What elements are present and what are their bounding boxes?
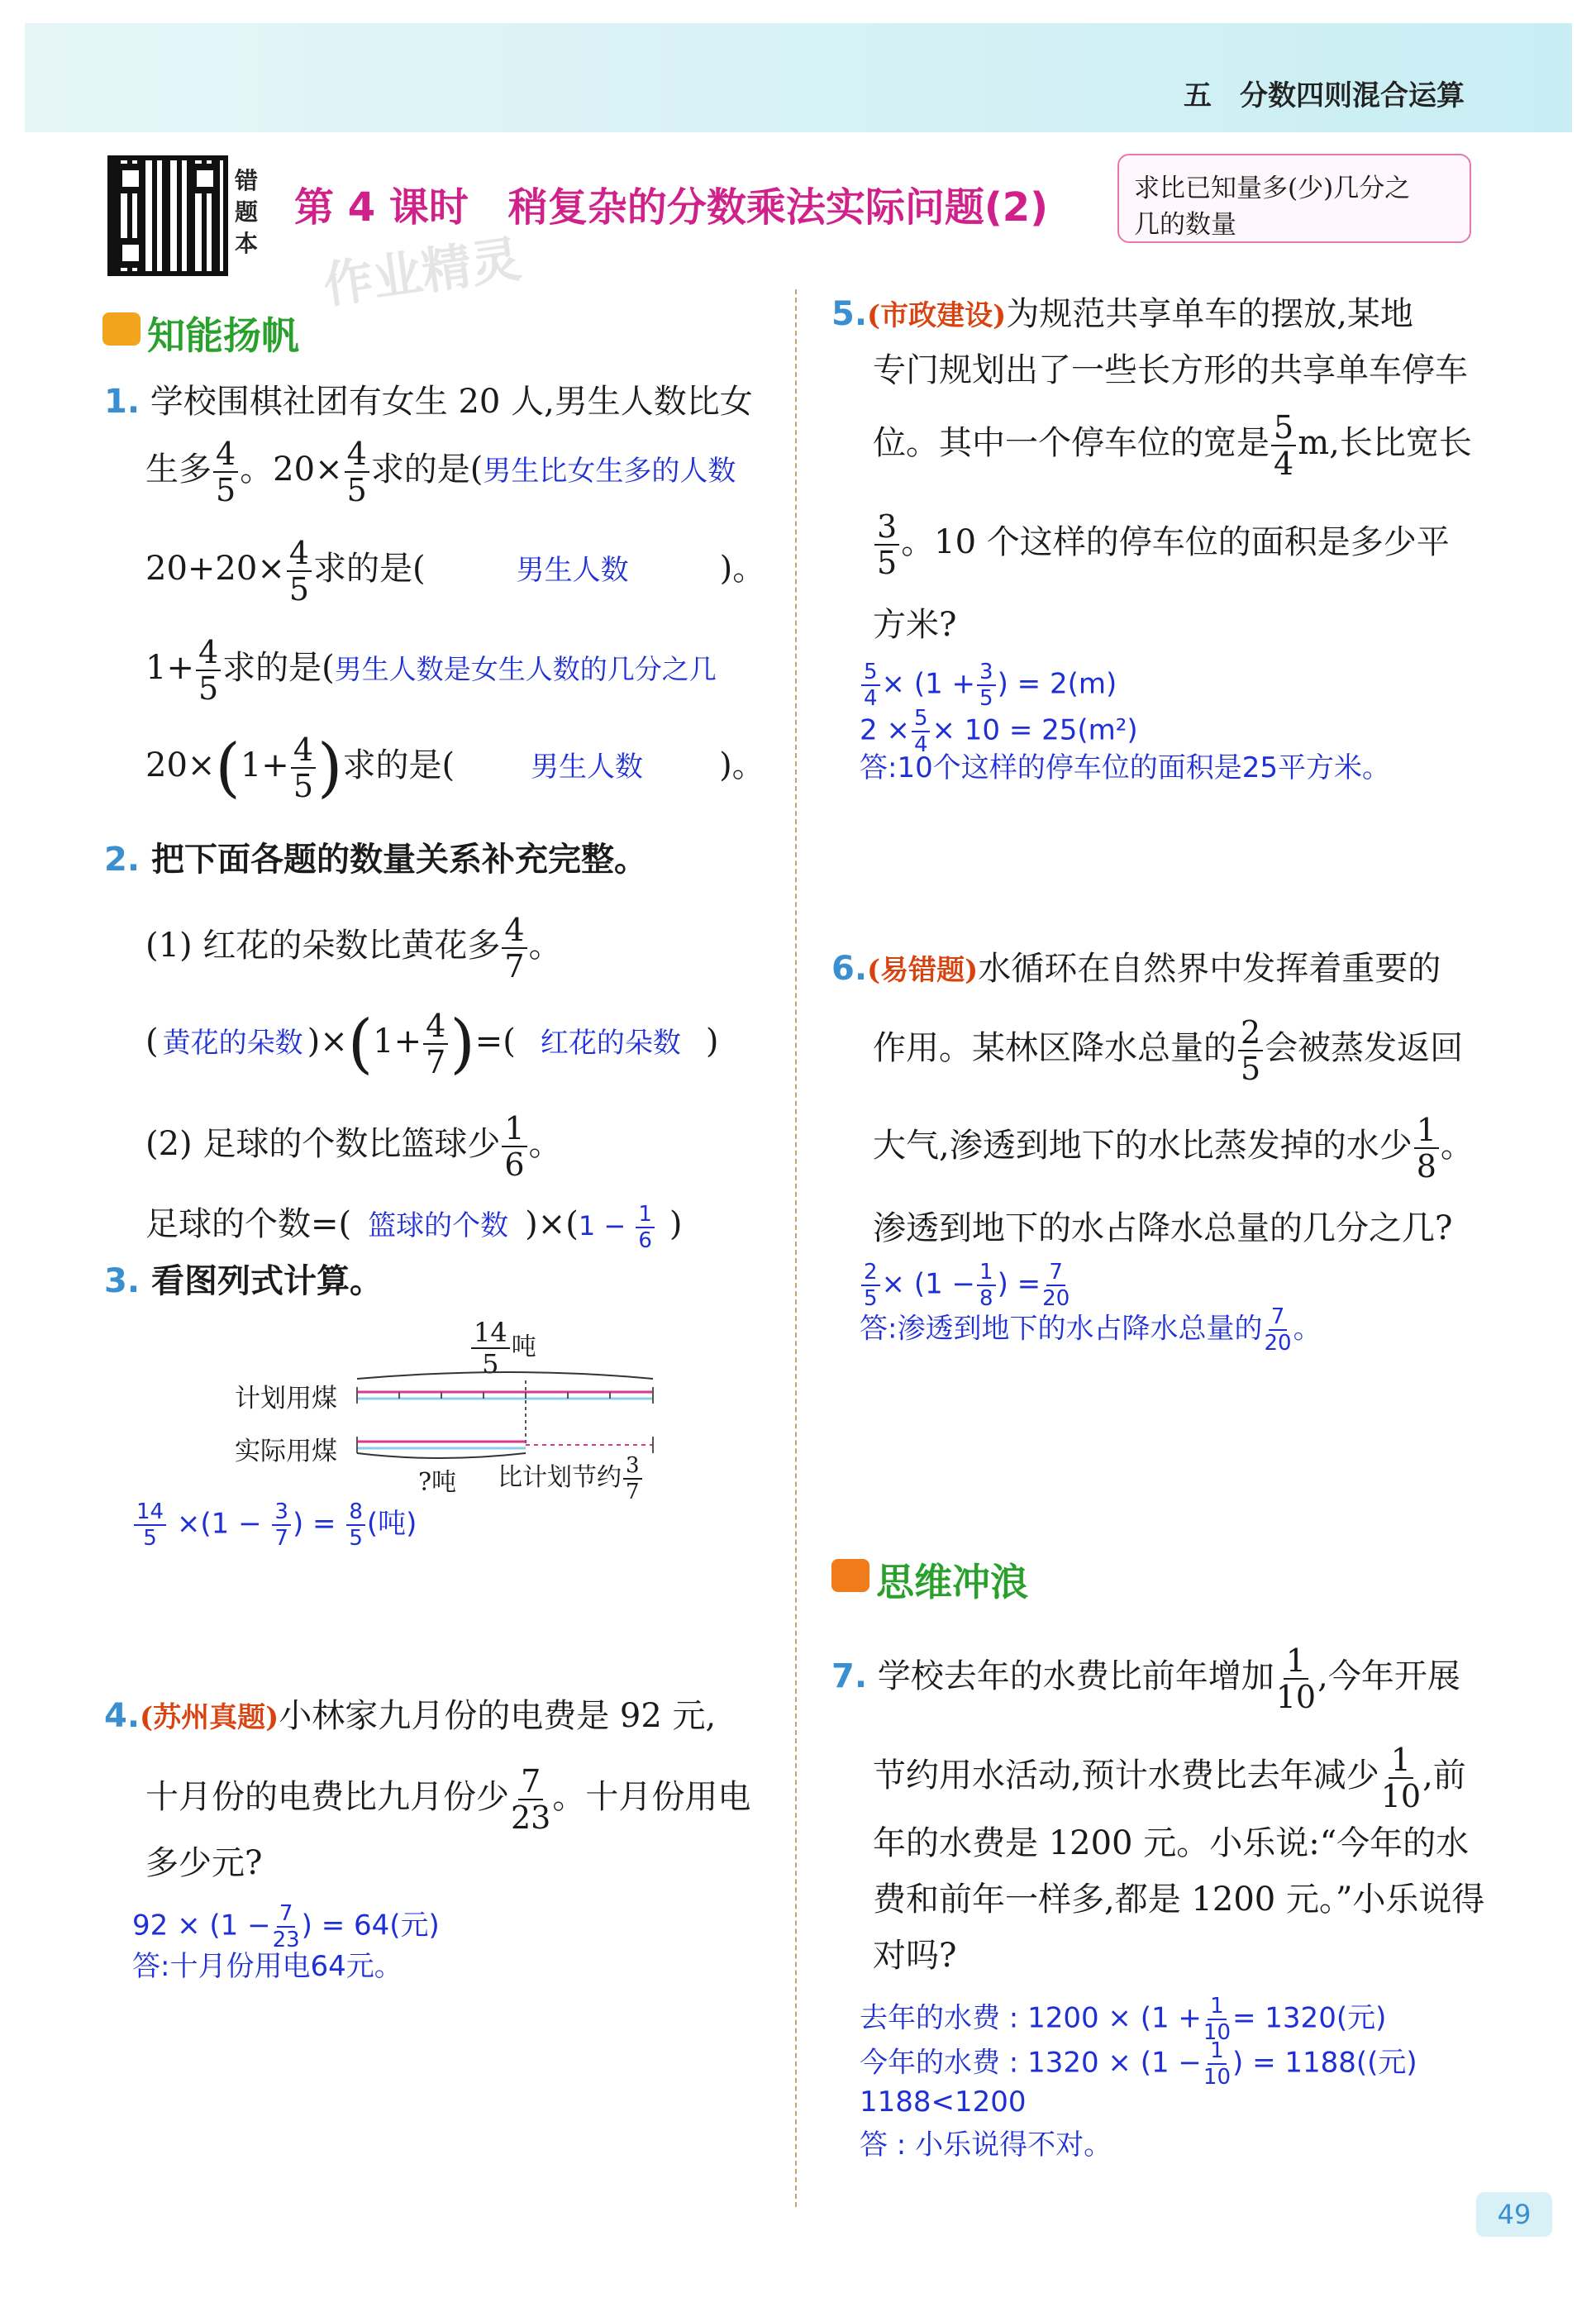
q3-number: 3. bbox=[104, 1262, 141, 1300]
q2-one-plus: 1+ bbox=[373, 1023, 422, 1061]
q5-text-1: 为规范共享单车的摆放,某地 bbox=[1006, 295, 1413, 333]
q6-ans-1b: ) = bbox=[997, 1267, 1041, 1301]
q3-text: 看图列式计算。 bbox=[150, 1262, 383, 1300]
q4-line1 bbox=[104, 1699, 716, 1733]
fraction: $\frac{7}{20}$ bbox=[1264, 1304, 1292, 1356]
answer-fill[interactable]: 黄花的朵数 bbox=[162, 1027, 303, 1060]
q4-ans-1b: ) = 64(元) bbox=[301, 1909, 440, 1943]
fraction: $\frac{1}{10}$ bbox=[1203, 1994, 1231, 2045]
q2-p1-text: (1) 红花的朵数比黄花多 bbox=[145, 927, 501, 965]
q4-answer-2[interactable]: 答:十月份用电64元。 bbox=[132, 1950, 403, 1983]
answer-fill[interactable]: 1 − $\frac{1}{6}$ bbox=[579, 1210, 656, 1242]
q6-text-3a: 大气,渗透到地下的水比蒸发掉的水少 bbox=[873, 1127, 1413, 1165]
page-number: 49 bbox=[1476, 2192, 1552, 2237]
q1-line3 bbox=[145, 535, 766, 608]
q2-p2-end: 。 bbox=[528, 1125, 562, 1163]
qr-code[interactable] bbox=[107, 155, 228, 276]
q5-ans-2a: 2 × bbox=[860, 713, 910, 747]
q1-text-1: 学校围棋社团有女生 20 人,男生人数比女 bbox=[150, 383, 753, 421]
q5-text-3a: 位。其中一个停车位的宽是 bbox=[873, 424, 1270, 462]
q7-answer-1[interactable] bbox=[860, 1995, 1386, 2043]
fraction: $\frac{7}{23}$ bbox=[272, 1901, 300, 1952]
q7-answer-3[interactable]: 1188<1200 bbox=[860, 2086, 1027, 2119]
q1-text-3b: 求的是( bbox=[313, 550, 426, 588]
fraction: $\frac{1}{10}$ bbox=[1275, 1642, 1317, 1715]
q2-heading bbox=[104, 841, 647, 879]
fraction: $\frac{1}{6}$ bbox=[502, 1113, 526, 1180]
q4-text-1: 小林家九月份的电费是 92 元, bbox=[279, 1697, 717, 1735]
answer-fill[interactable]: 红花的朵数 bbox=[540, 1027, 681, 1060]
q6-answer-2[interactable] bbox=[860, 1306, 1322, 1354]
q3-answer[interactable] bbox=[132, 1501, 417, 1549]
qr-label: 错 题 本 bbox=[235, 167, 259, 257]
q2-relation2 bbox=[145, 1204, 683, 1251]
q6-ans-1a: × (1 − bbox=[881, 1267, 976, 1301]
q5-ans-1a: × (1 + bbox=[881, 667, 976, 701]
fraction: $\frac{4}{7}$ bbox=[423, 1010, 448, 1078]
fraction: $\frac{3}{7}$ bbox=[623, 1455, 642, 1503]
q3-row1-label: 计划用煤 bbox=[235, 1384, 337, 1413]
section-title-2: 思维冲浪 bbox=[876, 1560, 1028, 1604]
q7-line3: 年的水费是 1200 元。小乐说:“今年的水 bbox=[873, 1824, 1470, 1862]
q7-ans-1b: = 1320(元) bbox=[1232, 2001, 1387, 2035]
fraction: $\frac{2}{5}$ bbox=[861, 1261, 880, 1309]
section-icon bbox=[102, 312, 141, 346]
fraction: $\frac{5}{4}$ bbox=[1271, 412, 1296, 479]
q4-ans-1a: 92 × (1 − bbox=[132, 1909, 271, 1943]
q5-answer-1[interactable] bbox=[860, 661, 1117, 709]
q3-ans-b: ) = bbox=[292, 1507, 336, 1541]
q1-text-3a: 20+20× bbox=[145, 550, 285, 588]
q7-text-2b: ,前 bbox=[1422, 1757, 1466, 1795]
fraction: $\frac{8}{5}$ bbox=[346, 1501, 365, 1549]
q7-line4: 费和前年一样多,都是 1200 元。”小乐说得 bbox=[873, 1881, 1485, 1919]
q1-line2 bbox=[145, 438, 736, 506]
q5-line3 bbox=[873, 409, 1472, 482]
fraction: $\frac{14}{5}$ bbox=[134, 1501, 166, 1549]
fraction: $\frac{5}{4}$ bbox=[861, 661, 880, 709]
answer-fill[interactable]: 男生人数是女生人数的几分之几 bbox=[334, 653, 717, 685]
fraction: $\frac{3}{5}$ bbox=[874, 511, 899, 579]
q6-ans-2a: 答:渗透到地下的水占降水总量的 bbox=[860, 1312, 1263, 1346]
q7-answer-2[interactable] bbox=[860, 2040, 1417, 2088]
q2-part2 bbox=[145, 1110, 562, 1183]
q7-ans-2b: ) = 1188((元) bbox=[1232, 2046, 1417, 2080]
q4-line3: 多少元? bbox=[145, 1844, 263, 1882]
q5-line1 bbox=[831, 295, 1413, 333]
q5-answer-3[interactable]: 答:10个这样的停车位的面积是25平方米。 bbox=[860, 751, 1390, 784]
q2-p3a: 足球的个数=( bbox=[145, 1205, 352, 1243]
q1-text-5c: 求的是( bbox=[342, 746, 455, 784]
fraction: $\frac{3}{7}$ bbox=[272, 1501, 291, 1549]
q2-times: × bbox=[320, 1023, 348, 1061]
q5-text-3b: m,长比宽长 bbox=[1298, 424, 1472, 462]
section-title-1: 知能扬帆 bbox=[147, 313, 299, 358]
q6-text-2a: 作用。某林区降水总量的 bbox=[873, 1029, 1236, 1067]
answer-fill[interactable]: 男生人数 bbox=[531, 751, 644, 784]
q1-text-4b: 求的是( bbox=[222, 649, 335, 687]
column-divider bbox=[795, 289, 797, 2207]
q7-line5: 对吗? bbox=[873, 1937, 957, 1975]
q4-line2 bbox=[145, 1763, 751, 1836]
lesson-note-box bbox=[1117, 154, 1471, 243]
q7-text-1a: 学校去年的水费比前年增加 bbox=[877, 1657, 1274, 1695]
q5-answer-2[interactable] bbox=[860, 708, 1138, 756]
q7-line1 bbox=[831, 1642, 1460, 1715]
lesson-note-line1: 求比已知量多(少)几分之 bbox=[1134, 174, 1411, 203]
fraction: $\frac{4}{5}$ bbox=[196, 636, 221, 704]
q7-line2 bbox=[873, 1744, 1466, 1812]
q7-text-2a: 节约用水活动,预计水费比去年减少 bbox=[873, 1757, 1379, 1795]
q6-line3 bbox=[873, 1112, 1474, 1185]
q3-row2-label: 实际用煤 bbox=[235, 1437, 337, 1466]
q4-text-2b: 。十月份用电 bbox=[552, 1778, 751, 1816]
lesson-note-line2: 几的数量 bbox=[1134, 210, 1236, 240]
chapter-title: 五 分数四则混合运算 bbox=[1184, 79, 1465, 112]
q5-ans-1b: ) = 2(m) bbox=[997, 667, 1117, 701]
q1-text-3c: )。 bbox=[719, 550, 766, 588]
q7-text-1b: ,今年开展 bbox=[1317, 1657, 1460, 1695]
q6-number: 6. bbox=[831, 950, 868, 988]
q1-text-2b: 。20× bbox=[240, 450, 343, 489]
q1-text-5a: 20× bbox=[145, 746, 216, 784]
q3-ans-c: (吨) bbox=[366, 1507, 417, 1541]
q5-line2: 专门规划出了一些长方形的共享单车停车 bbox=[873, 351, 1468, 389]
fraction: $\frac{1}{10}$ bbox=[1203, 2038, 1231, 2090]
q7-ans-1a: 去年的水费 : 1200 × (1 + bbox=[860, 2001, 1202, 2035]
q1-line5: 20×(1+ $\frac{4}{5}$ )求的是( 男生人数 )。 bbox=[145, 731, 765, 805]
q3-save-text: 比计划节约 bbox=[498, 1463, 622, 1492]
q2-text: 把下面各题的数量关系补充完整。 bbox=[150, 841, 647, 879]
q4-text-2a: 十月份的电费比九月份少 bbox=[145, 1778, 509, 1816]
q2-p1-end: 。 bbox=[528, 927, 562, 965]
q2-p3c: ) bbox=[669, 1205, 683, 1243]
q1-text-4a: 1+ bbox=[145, 649, 194, 687]
fraction: $\frac{4}{5}$ bbox=[213, 438, 238, 506]
q2-number: 2. bbox=[104, 841, 141, 879]
q5-line4 bbox=[873, 508, 1450, 581]
q3-heading bbox=[104, 1262, 383, 1300]
q5-line5: 方米? bbox=[873, 606, 957, 644]
q3-unknown-label: ?吨 bbox=[418, 1468, 457, 1497]
answer-fill[interactable]: 男生人数 bbox=[516, 554, 629, 587]
fraction: $\frac{7}{20}$ bbox=[1042, 1260, 1070, 1311]
q1-line4 bbox=[145, 634, 717, 707]
answer-fill[interactable]: 男生比女生多的人数 bbox=[483, 455, 736, 488]
q6-answer-1[interactable] bbox=[860, 1261, 1071, 1309]
q7-answer-4[interactable]: 答 : 小乐说得不对。 bbox=[860, 2128, 1112, 2162]
fraction: $\frac{4}{5}$ bbox=[287, 537, 312, 605]
q5-tag: (市政建设) bbox=[867, 299, 1007, 332]
q6-line2 bbox=[873, 1014, 1464, 1087]
fraction: $\frac{4}{5}$ bbox=[345, 438, 369, 506]
q2-equals: =( bbox=[474, 1023, 516, 1061]
fraction: $\frac{7}{23}$ bbox=[511, 1763, 551, 1836]
fraction: $\frac{5}{4}$ bbox=[912, 708, 931, 756]
fraction: $\frac{3}{5}$ bbox=[977, 661, 996, 709]
q3-ans-a: ×(1 − bbox=[176, 1507, 262, 1541]
fraction: $\frac{2}{5}$ bbox=[1238, 1017, 1263, 1084]
q1-text-5b: 1+ bbox=[240, 746, 289, 784]
q7-number: 7. bbox=[831, 1657, 868, 1695]
q6-line4: 渗透到地下的水占降水总量的几分之几? bbox=[873, 1209, 1453, 1247]
q3-unit: 吨 bbox=[511, 1332, 536, 1361]
q6-text-3b: 。 bbox=[1440, 1127, 1474, 1165]
q5-text-4: 。10 个这样的停车位的面积是多少平 bbox=[901, 523, 1450, 561]
lesson-title: 第 4 课时 稍复杂的分数乘法实际问题(2) bbox=[294, 184, 1049, 231]
q6-ans-2b: 。 bbox=[1293, 1312, 1322, 1346]
q2-relation1: ( 黄花的朵数 )×(1+ $\frac{4}{7}$ )=( 红花的朵数 ) bbox=[145, 1007, 719, 1081]
q5-number: 5. bbox=[831, 295, 868, 333]
q6-tag: (易错题) bbox=[867, 954, 979, 987]
q2-part1 bbox=[145, 914, 562, 982]
q6-text-1: 水循环在自然界中发挥着重要的 bbox=[978, 950, 1441, 988]
fraction: $\frac{4}{5}$ bbox=[291, 734, 316, 802]
q3-save-label bbox=[498, 1455, 644, 1503]
q4-tag: (苏州真题) bbox=[140, 1701, 279, 1734]
fraction: $\frac{4}{7}$ bbox=[502, 914, 526, 982]
fraction: $\frac{1}{8}$ bbox=[1414, 1114, 1439, 1182]
q2-p2-text: (2) 足球的个数比篮球少 bbox=[145, 1125, 501, 1163]
q3-line-diagram bbox=[347, 1364, 678, 1463]
section-icon bbox=[831, 1559, 869, 1592]
q5-ans-2b: × 10 = 25(m²) bbox=[931, 713, 1138, 747]
watermark: 作业精灵 bbox=[319, 230, 525, 316]
q1-text-5d: )。 bbox=[719, 746, 765, 784]
fraction: $\frac{1}{10}$ bbox=[1380, 1742, 1422, 1814]
answer-fill[interactable]: 篮球的个数 bbox=[368, 1209, 509, 1242]
q4-number: 4. bbox=[104, 1697, 141, 1735]
q1-line1 bbox=[104, 383, 753, 421]
q6-text-2b: 会被蒸发返回 bbox=[1265, 1029, 1464, 1067]
q7-ans-2a: 今年的水费 : 1320 × (1 − bbox=[860, 2046, 1202, 2080]
q1-text-2a: 生多 bbox=[145, 450, 212, 489]
q4-answer-1[interactable] bbox=[132, 1903, 440, 1951]
q1-text-2c: 求的是( bbox=[370, 450, 484, 489]
q1-number: 1. bbox=[104, 383, 141, 421]
fraction: $\frac{14}{5}$ bbox=[471, 1319, 510, 1377]
fraction: $\frac{1}{8}$ bbox=[977, 1261, 996, 1309]
q2-p3b: )×( bbox=[525, 1205, 579, 1243]
q6-line1 bbox=[831, 950, 1441, 988]
fraction: $\frac{1}{6}$ bbox=[636, 1204, 655, 1251]
